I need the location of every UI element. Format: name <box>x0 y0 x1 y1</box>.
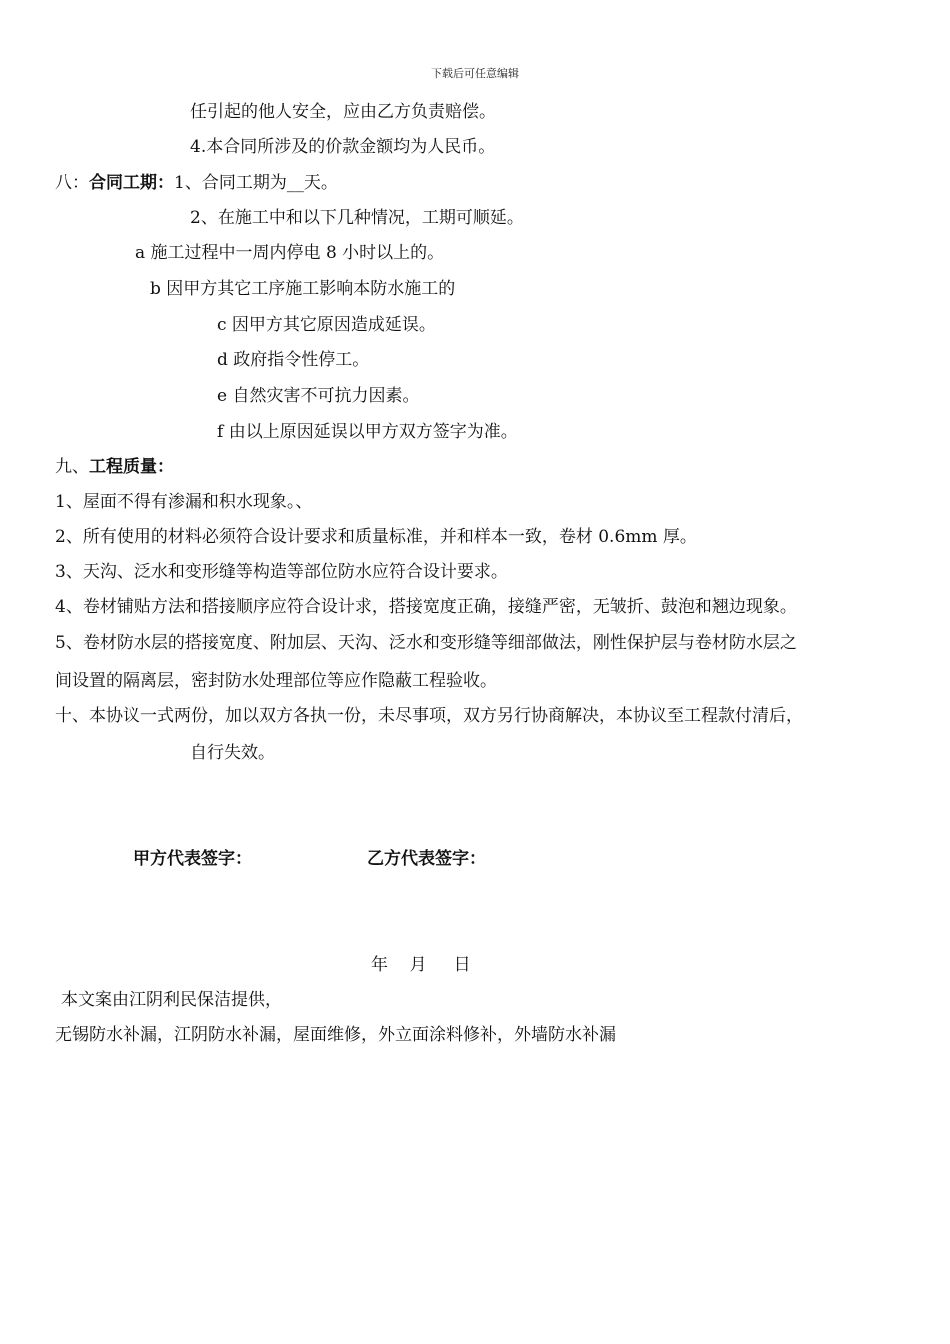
sec9-item-3: 3、天沟、泛水和变形缝等构造等部位防水应符合设计要求。 <box>55 562 508 582</box>
footer-line2: 无锡防水补漏，江阴防水补漏，屋面维修，外立面涂料修补，外墙防水补漏 <box>55 1025 616 1045</box>
sec8-item-f: f 由以上原因延误以甲方双方签字为准。 <box>217 422 518 442</box>
date-line: 年 月 日 <box>371 955 471 975</box>
footer-line1: 本文案由江阴利民保洁提供， <box>61 990 282 1010</box>
sec8-heading <box>55 172 338 194</box>
sec8-item-d: d 政府指令性停工。 <box>217 350 370 370</box>
sec8-item-a: a 施工过程中一周内停电 8 小时以上的。 <box>135 243 445 263</box>
sec7-line2: 4.本合同所涉及的价款金额均为人民币。 <box>190 137 496 157</box>
sec9-item-2: 2、所有使用的材料必须符合设计要求和质量标准，并和样本一致，卷材 0.6mm 厚。 <box>55 527 697 547</box>
sec9-item-4: 4、卷材铺贴方法和搭接顺序应符合设计求，搭接宽度正确，接缝严密，无皱折、鼓泡和翘边现象。 <box>55 597 797 617</box>
sec9-item-5: 5、卷材防水层的搭接宽度、附加层、天沟、泛水和变形缝等细部做法，刚性保护层与卷材防水层之 <box>55 633 797 653</box>
sec9-title: 工程质量： <box>89 457 174 477</box>
sec9-heading <box>55 456 174 478</box>
sec8-item-e: e 自然灾害不可抗力因素。 <box>217 386 420 406</box>
sec8-title: 合同工期： <box>89 173 174 193</box>
sec8-item-c: c 因甲方其它原因造成延误。 <box>217 315 436 335</box>
party-b-signature-label: 乙方代表签字： <box>367 849 486 869</box>
sec10-line1: 十、本协议一式两份，加以双方各执一份，未尽事项，双方另行协商解决，本协议至工程款付清后， <box>55 706 803 726</box>
sec9-prefix: 九、 <box>55 457 89 477</box>
sec8-item-b: b 因甲方其它工序施工影响本防水施工的 <box>150 279 456 299</box>
sec7-line1: 任引起的他人安全，应由乙方负责赔偿。 <box>190 102 496 122</box>
sec8-prefix: 八： <box>55 173 89 193</box>
sec9-item-1: 1、屋面不得有渗漏和积水现象。、 <box>55 492 313 512</box>
sec10-line2: 自行失效。 <box>190 743 275 763</box>
page-header: 下载后可任意编辑 <box>431 67 519 80</box>
sec8-item1: 1、合同工期为__天。 <box>174 173 338 193</box>
sec8-item2: 2、在施工中和以下几种情况，工期可顺延。 <box>190 208 524 228</box>
sec9-item-5-cont: 间设置的隔离层，密封防水处理部位等应作隐蔽工程验收。 <box>55 671 497 691</box>
party-a-signature-label: 甲方代表签字： <box>133 849 252 869</box>
